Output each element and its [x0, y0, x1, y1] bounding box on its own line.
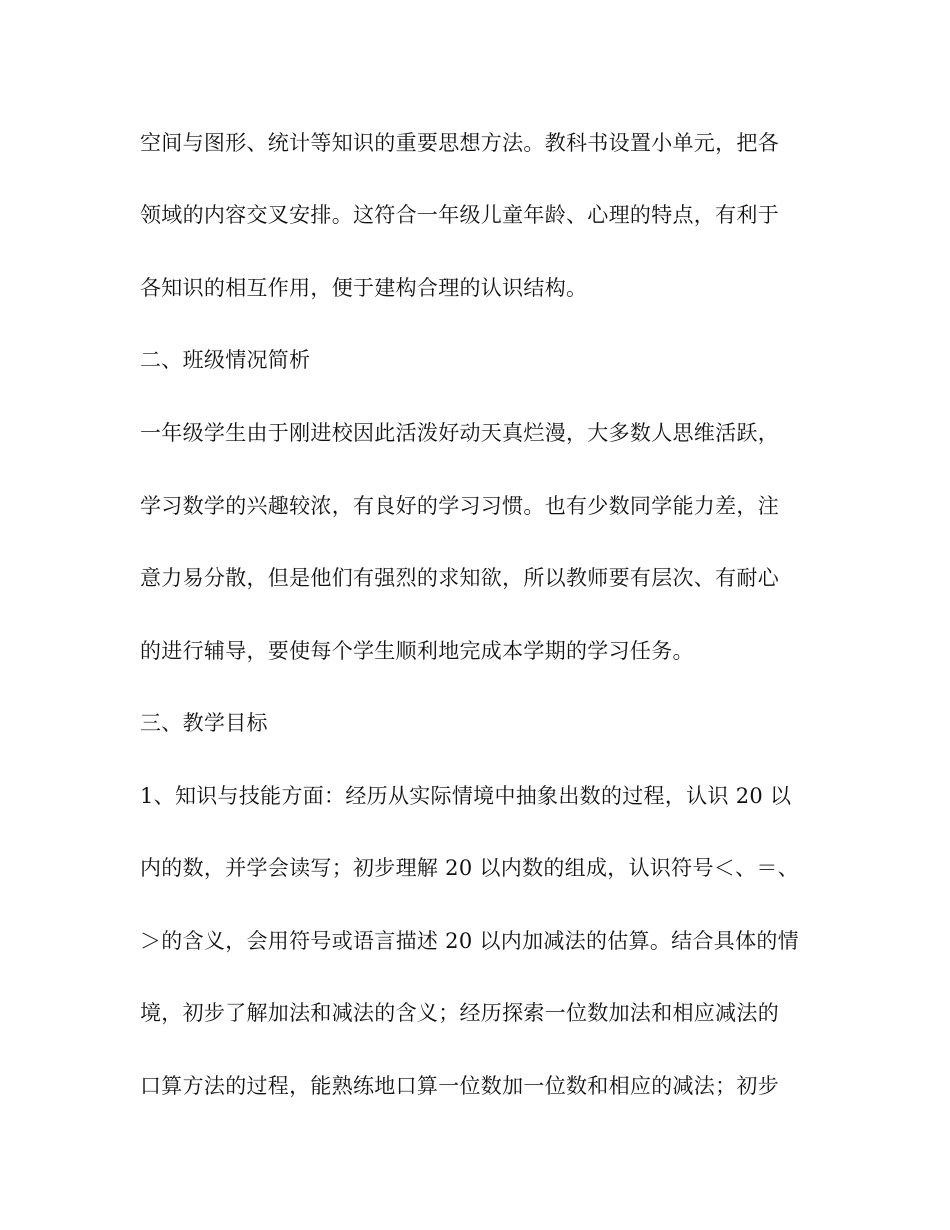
paragraph-line: 的进行辅导，要使每个学生顺利地完成本学期的学习任务。	[140, 639, 694, 663]
paragraph-line: 一年级学生由于刚进校因此活泼好动天真烂漫，大多数人思维活跃，	[140, 421, 779, 445]
paragraph-line: 内的数，并学会读写；初步理解 20 以内数的组成，认识符号＜、＝、	[140, 856, 799, 880]
paragraph-line: 境，初步了解加法和减法的含义；经历探索一位数加法和相应减法的	[140, 1001, 779, 1025]
paragraph-line: 口算方法的过程，能熟练地口算一位数加一位数和相应的减法；初步	[140, 1074, 779, 1098]
paragraph-line: 空间与图形、统计等知识的重要思想方法。教科书设置小单元，把各	[140, 131, 779, 155]
paragraph-line: ＞的含义，会用符号或语言描述 20 以内加减法的估算。结合具体的情	[140, 929, 799, 953]
paragraph-line: 领域的内容交叉安排。这符合一年级儿童年龄、心理的特点，有利于	[140, 203, 779, 227]
paragraph-line: 学习数学的兴趣较浓，有良好的学习习惯。也有少数同学能力差，注	[140, 494, 779, 518]
paragraph-line: 意力易分散，但是他们有强烈的求知欲，所以教师要有层次、有耐心	[140, 566, 779, 590]
paragraph-line: 1、知识与技能方面：经历从实际情境中抽象出数的过程，认识 20 以	[140, 784, 792, 808]
section-heading-teaching-goals: 三、教学目标	[140, 711, 268, 735]
section-heading-class-situation: 二、班级情况简析	[140, 348, 311, 372]
paragraph-line: 各知识的相互作用，便于建构合理的认识结构。	[140, 276, 588, 300]
